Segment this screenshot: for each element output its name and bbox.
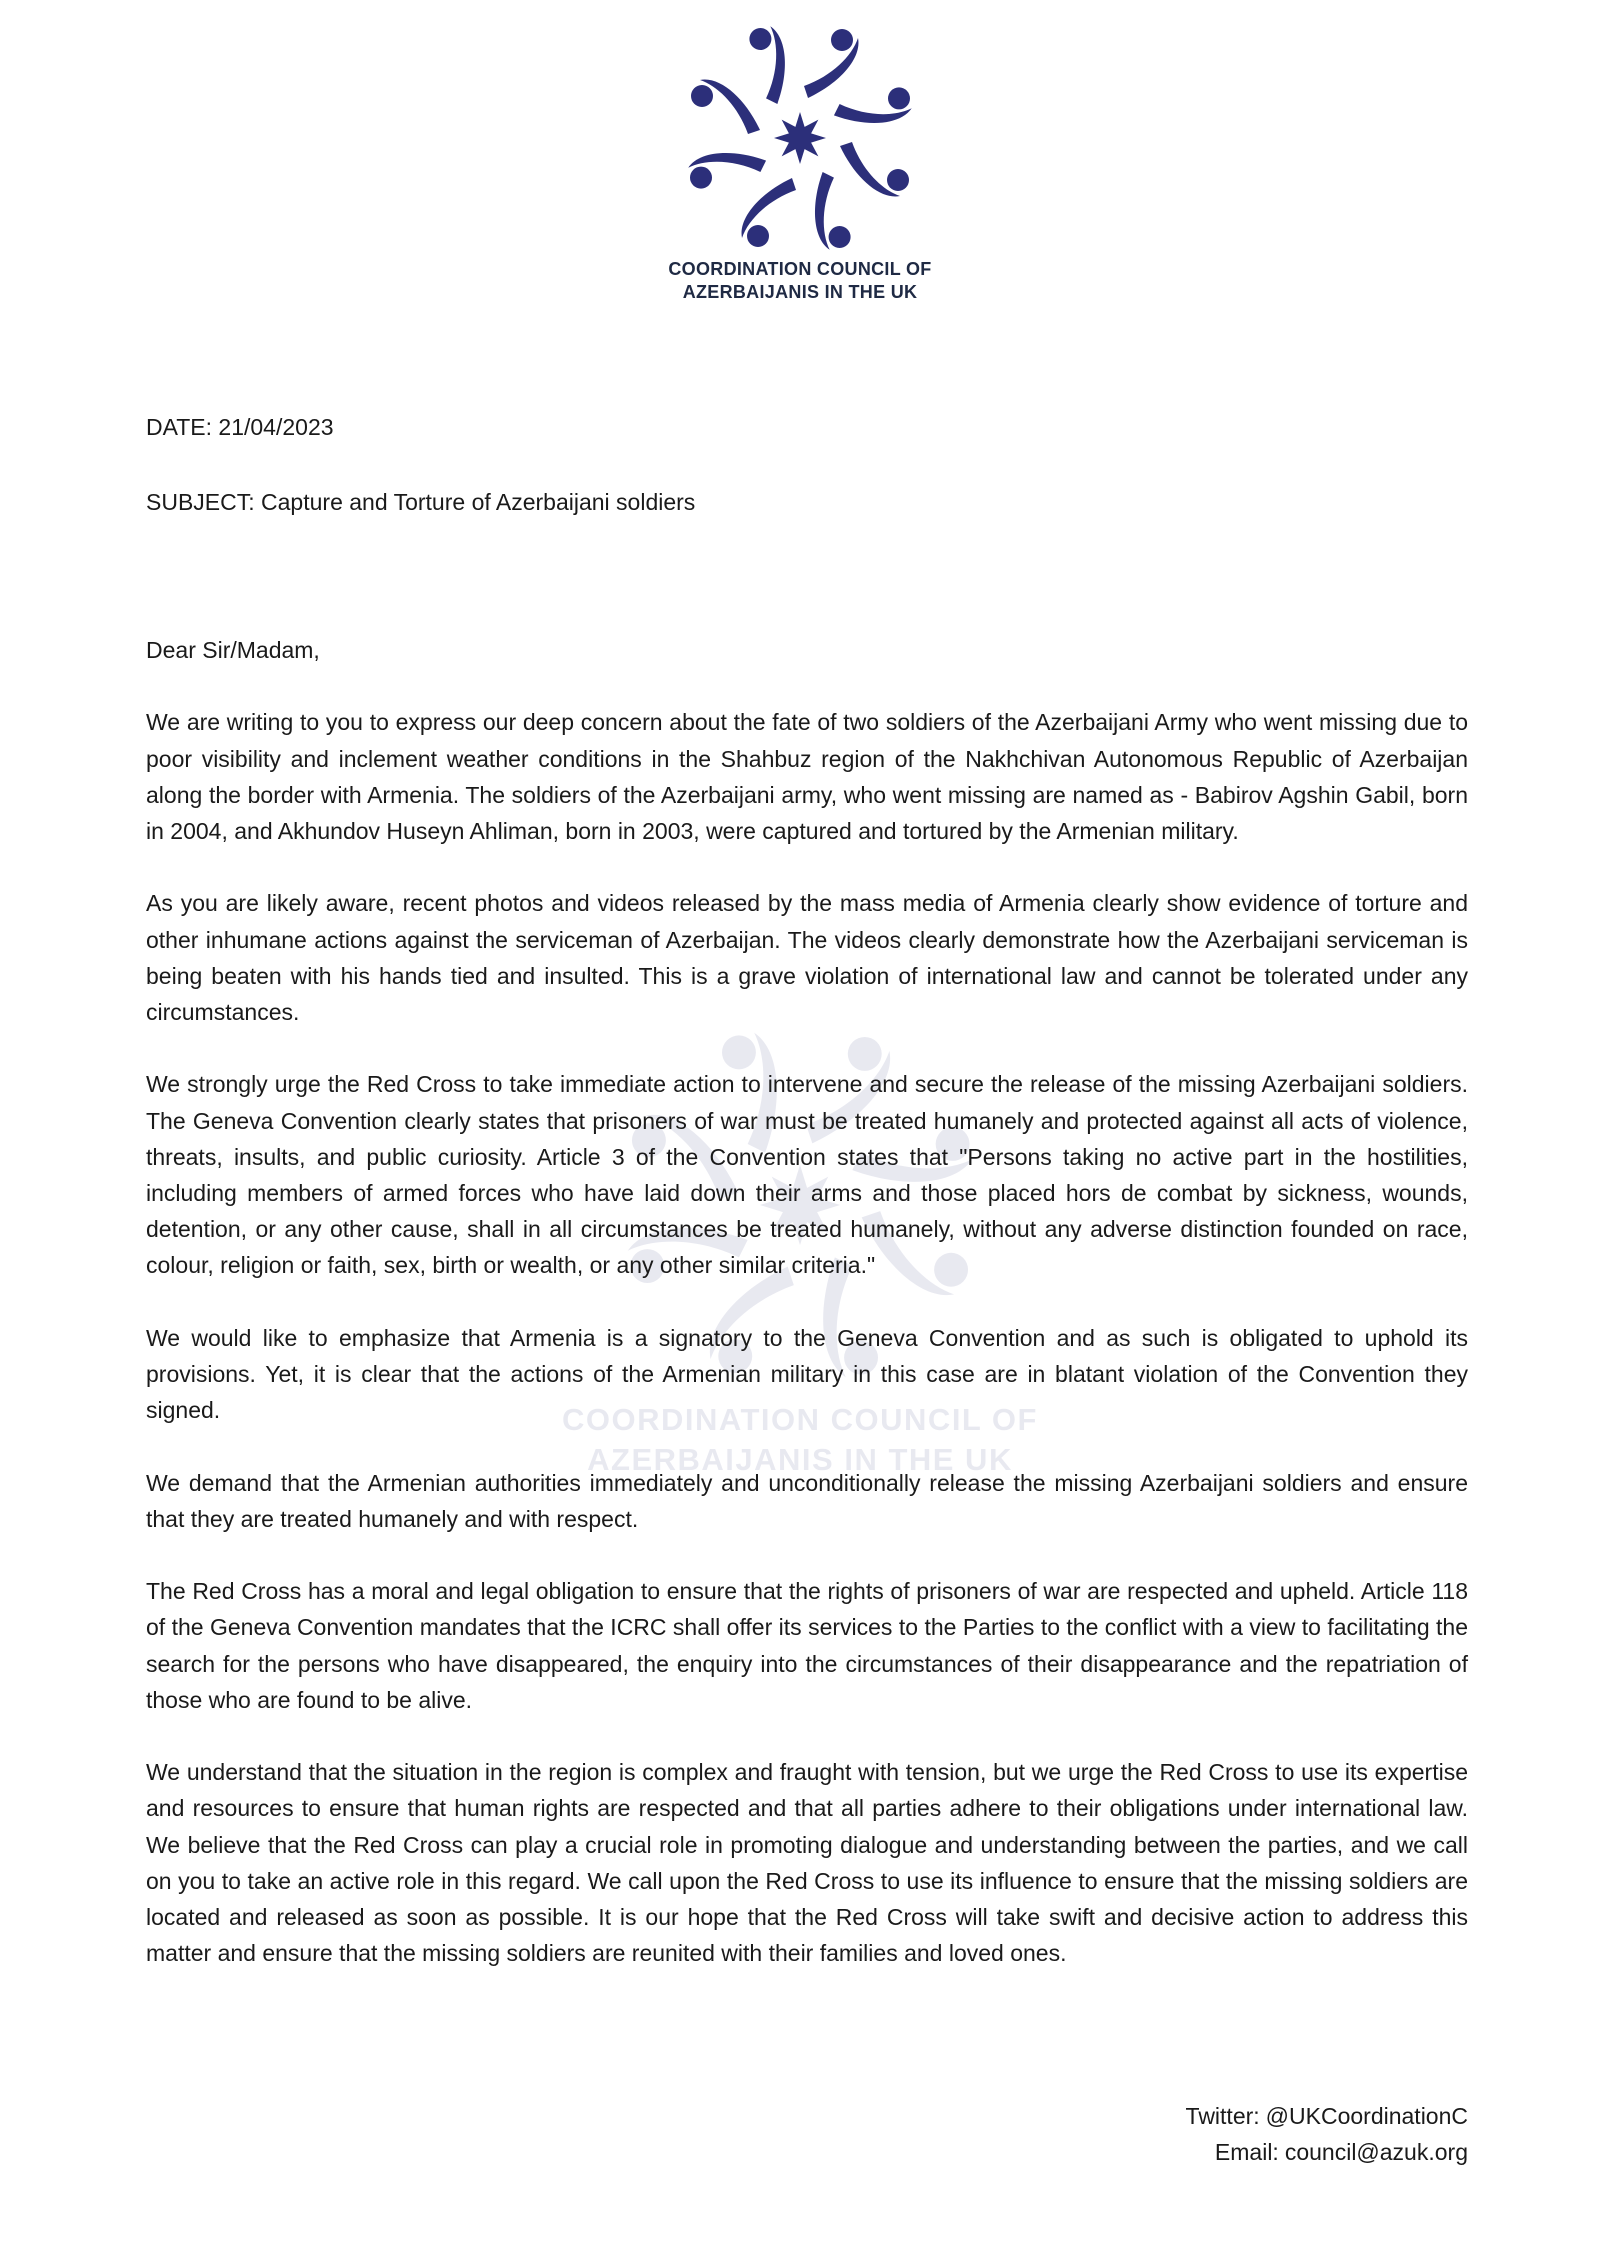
subject-value: Capture and Torture of Azerbaijani soldiers — [261, 489, 696, 515]
paragraph-7: We understand that the situation in the region is complex and fraught with tension, but we urge the Red Cross to use its expertise and resources to ensure that human rights are respected and that all parties adhere to their obligations under international law. We believe that the Red Cross can play a crucial role in promoting dialogue and understanding between the parties, and we call on you to take an active role in this regard. We call upon the Red Cross to use its influence to ensure that the missing soldiers are located and released as soon as possible. It is our hope that the Red Cross will take swift and decisive action to address this matter and ensure that the missing soldiers are reunited with their families and loved ones. — [146, 1759, 1468, 1967]
twitter-label: Twitter: — [1185, 2103, 1260, 2129]
logo-figure — [726, 20, 813, 107]
letter-date — [146, 412, 334, 442]
date-label: DATE: — [146, 414, 213, 440]
logo-figure — [682, 125, 769, 212]
logo-figure — [840, 142, 909, 196]
organization-name-line-2: AZERBAIJANIS IN THE UK — [682, 282, 918, 302]
organization-name — [560, 258, 1040, 304]
logo-figure — [804, 29, 858, 98]
twitter-line — [1186, 2098, 1468, 2134]
email-label: Email: — [1214, 2139, 1279, 2165]
subject-label: SUBJECT: — [146, 489, 255, 515]
watermark-line-2: AZERBAIJANIS IN THE UK — [587, 1442, 1013, 1477]
paragraph-3: We strongly urge the Red Cross to take immediate action to intervene and secure the release of the missing Azerbaijani soldiers. The Geneva Convention clearly states that prisoners of war must be treated humanely and protected against all acts of violence, threats, insults, and public curiosity. Article 3 of the Convention states that "Persons taking no active part in the hostilities, including members of armed forces who have laid down their arms and those placed hors de combat by sickness, wounds, detention, or any other cause, shall in all circumstances be treated humanely, without any adverse distinction founded on race, colour, religion or faith, sex, birth or wealth, or any other similar criteria." — [146, 1071, 1468, 1279]
date-value: 21/04/2023 — [218, 414, 334, 440]
email-address[interactable]: council@azuk.org — [1284, 2139, 1468, 2165]
paragraph-2: As you are likely aware, recent photos and videos released by the mass media of Armenia clearly show evidence of torture and other inhumane actions against the serviceman of Azerbaijan. The videos clearly demonstrate how the Azerbaijani serviceman is being beaten with his hands tied and insulted. This is a grave violation of international law and cannot be tolerated under any circumstances. — [146, 890, 1468, 1025]
logo-figure — [691, 80, 760, 134]
logo-figure — [831, 64, 918, 151]
email-line — [1186, 2134, 1468, 2170]
watermark-line-1: COORDINATION COUNCIL OF — [562, 1402, 1038, 1437]
letter-body — [146, 632, 1468, 2008]
letter-subject — [146, 487, 695, 517]
greeting: Dear Sir/Madam, — [146, 637, 320, 663]
organization-name-line-1: COORDINATION COUNCIL OF — [668, 259, 932, 279]
paragraph-6: The Red Cross has a moral and legal obligation to ensure that the rights of prisoners of war are respected and upheld. Article 118 of the Geneva Convention mandates that the ICRC shall offer its services to the Parties to the conflict with a view to facilitating the search for the persons who have disappeared, the enquiry into the circumstances of their disappearance and the repatriation of those who are found to be alive. — [146, 1578, 1468, 1713]
paragraph-5: We demand that the Armenian authorities immediately and unconditionally release the missing Azerbaijani soldiers and ensure that they are treated humanely and with respect. — [146, 1469, 1468, 1532]
council-logo-icon — [680, 18, 920, 258]
paragraph-4: We would like to emphasize that Armenia is a signatory to the Geneva Convention and as such is obligated to uphold its provisions. Yet, it is clear that the actions of the Armenian military in this case are in blatant violation of the Convention they signed. — [146, 1324, 1468, 1424]
twitter-handle[interactable]: @UKCoordinationC — [1265, 2103, 1468, 2129]
contact-block — [1186, 2098, 1468, 2170]
logo-figure — [787, 169, 874, 256]
logo-star — [774, 112, 826, 164]
paragraph-1: We are writing to you to express our deep concern about the fate of two soldiers of the Azerbaijani Army who went missing due to poor visibility and inclement weather conditions in the Shahbuz region of the Nakhchivan Autonomous Republic of Azerbaijan along the border with Armenia. The soldiers of the Azerbaijani army, who went missing are named as - Babirov Agshin Gabil, born in 2004, and Akhundov Huseyn Ahliman, born in 2003, were captured and tortured by the Armenian military. — [146, 709, 1468, 844]
logo-figure — [742, 178, 796, 247]
